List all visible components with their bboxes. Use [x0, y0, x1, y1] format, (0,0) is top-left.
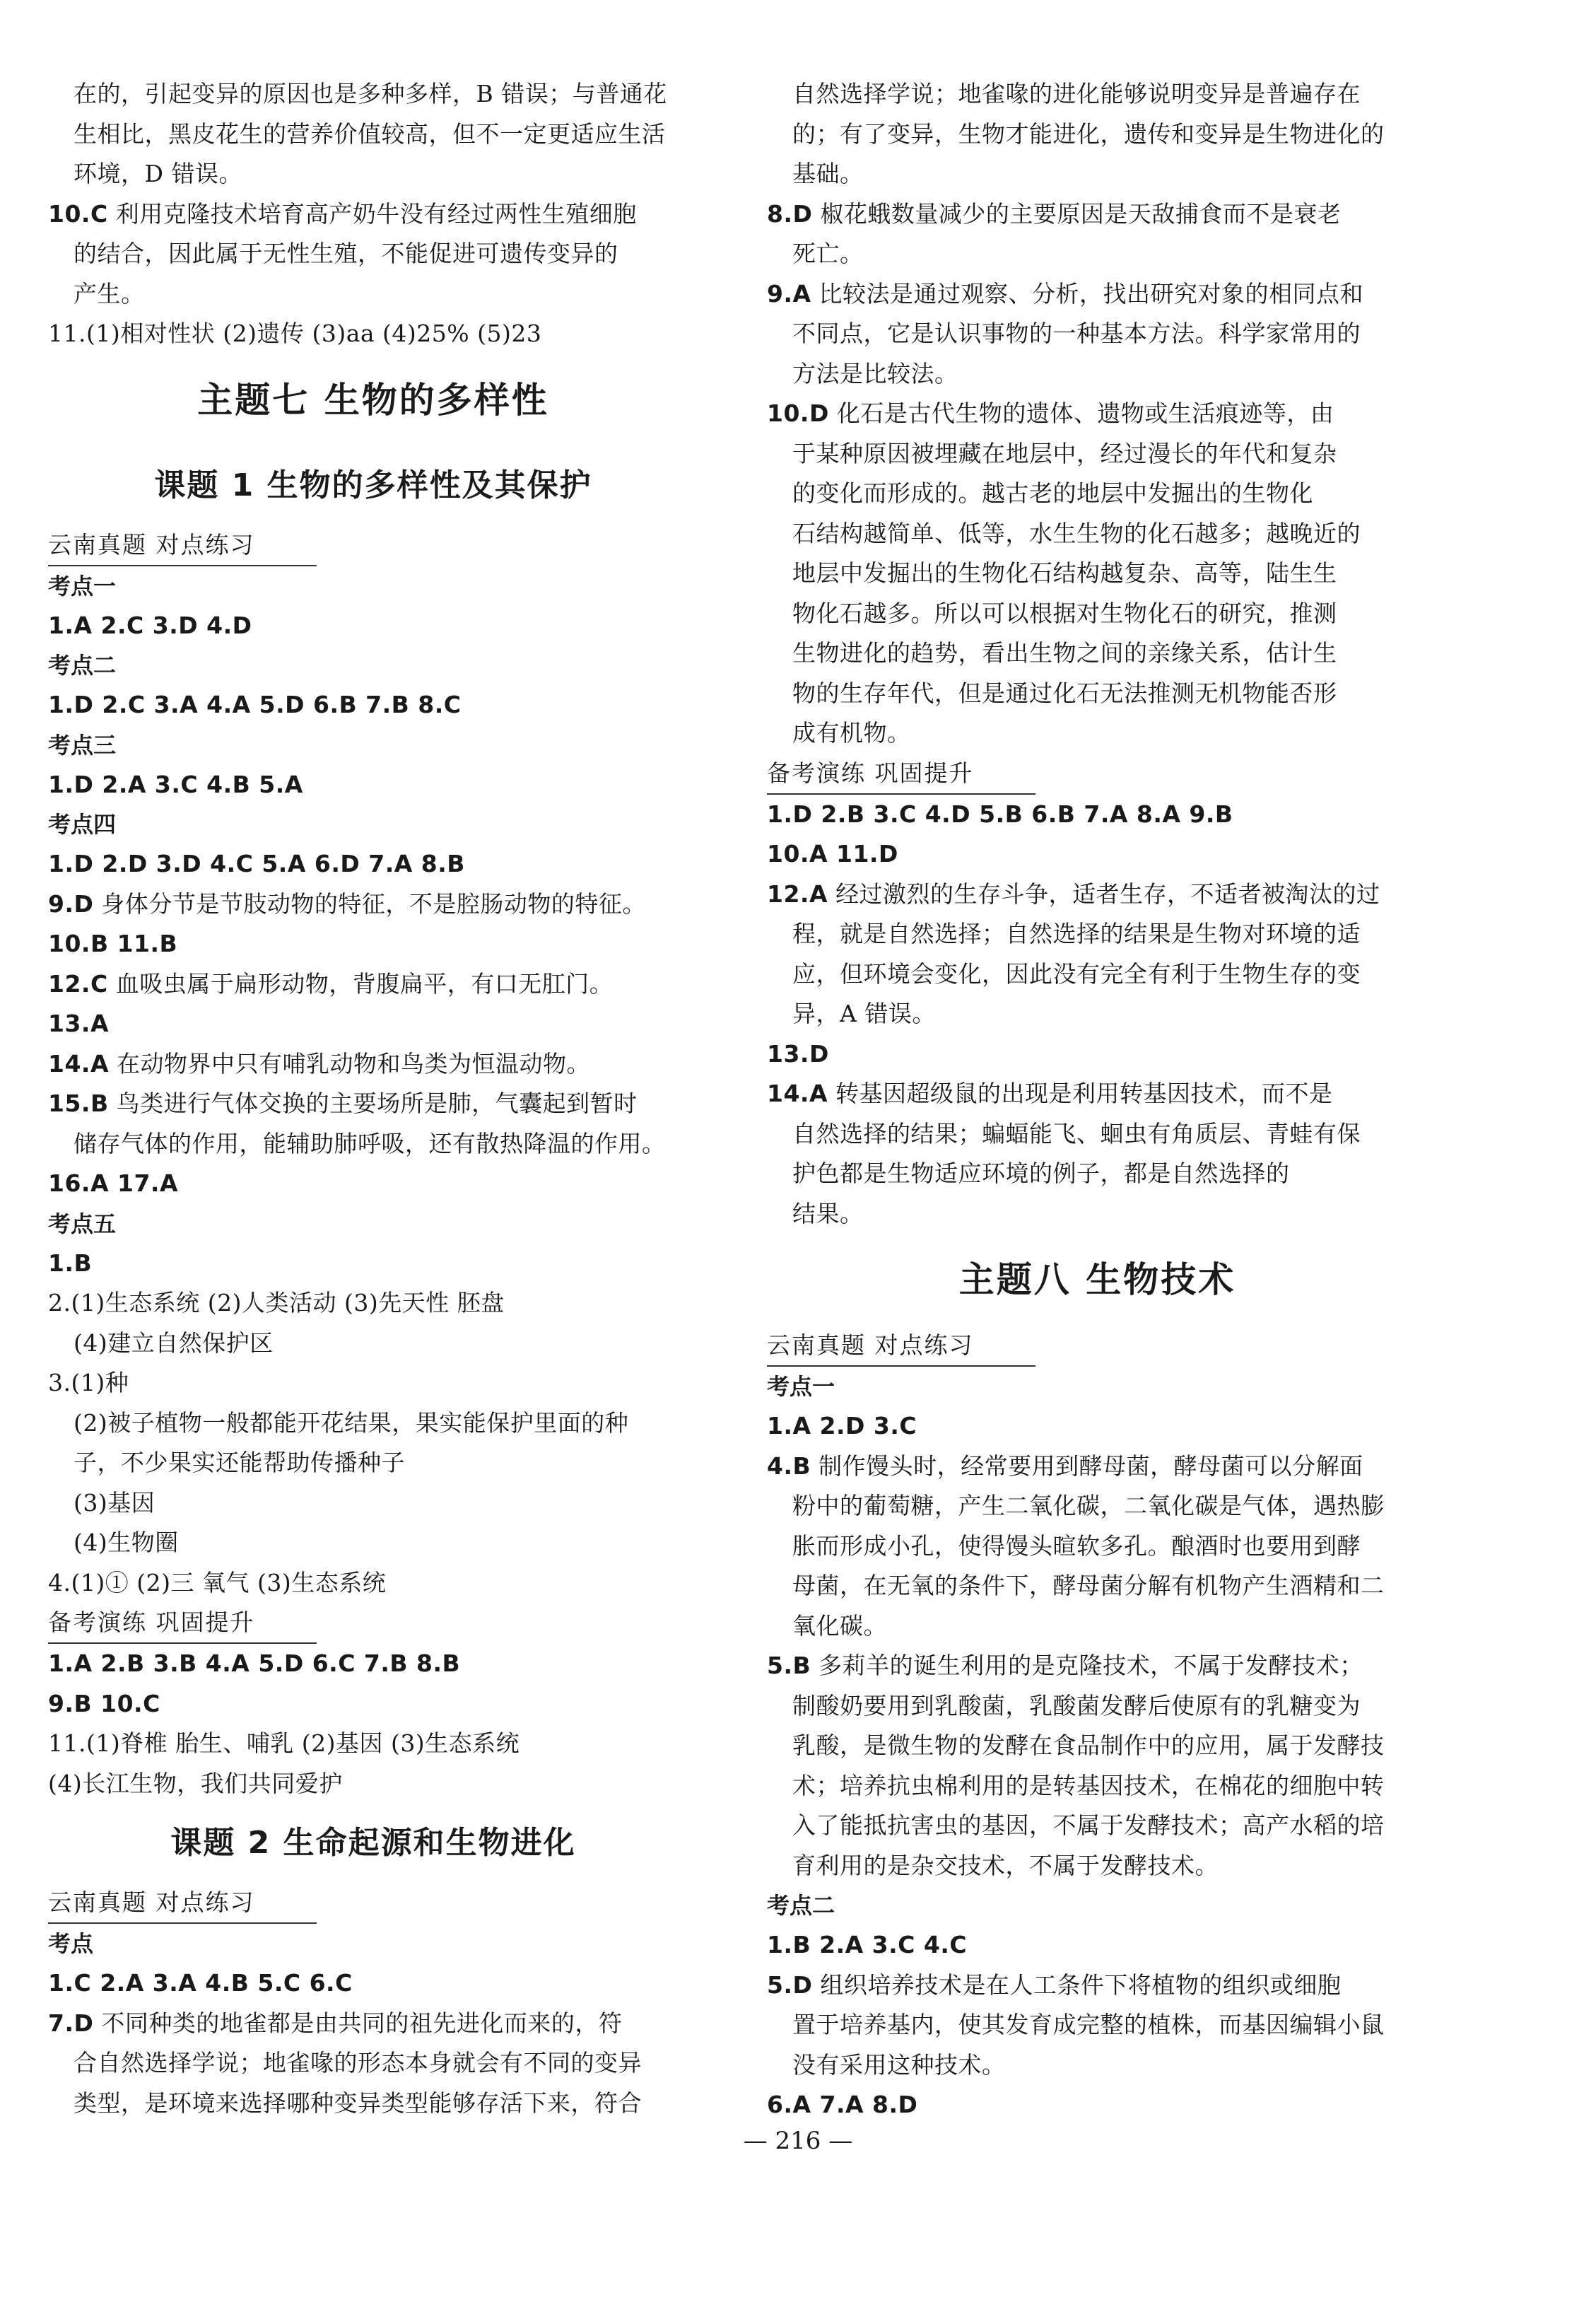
answer-explanation: 椒花蛾数量减少的主要原因是天敌捕食而不是衰老 — [820, 199, 1342, 228]
answer-number: 12.C — [48, 969, 108, 998]
text-line: (3)基因 — [74, 1488, 156, 1517]
answer-line: 1.D 2.C 3.A 4.A 5.D 6.B 7.B 8.C — [48, 691, 462, 718]
answer-number: 10.C — [48, 199, 108, 228]
text-line: (4)长江生物，我们共同爱护 — [48, 1769, 343, 1797]
answer-item — [48, 884, 698, 925]
answer-explanation: 经过激烈的生存斗争，适者生存，不适者被淘汰的过 — [835, 880, 1380, 908]
answer-line: 1.C 2.A 3.A 4.B 5.C 6.C — [48, 1969, 353, 1997]
answer-number: 14.A — [767, 1080, 828, 1107]
section-label: 云南真题 对点练习 — [48, 525, 317, 566]
answer-explanation: 组织培养技术是在人工条件下将植物的组织或细胞 — [820, 1970, 1342, 1999]
left-column — [48, 74, 698, 2123]
text-line: 地层中发掘出的生物化石结构越复杂、高等，陆生生 — [792, 559, 1337, 587]
section-label: 云南真题 对点练习 — [767, 1326, 1035, 1367]
text-line: 的变化而形成的。越古老的地层中发掘出的生物化 — [792, 479, 1313, 507]
answer-item — [767, 1074, 1428, 1114]
page-number: — 216 — — [743, 2127, 853, 2155]
answer-item — [767, 1966, 1428, 2006]
text-line: 子，不少果实还能帮助传播种子 — [74, 1449, 405, 1476]
answer-number: 4.B — [767, 1452, 811, 1480]
exam-point-label: 考点一 — [48, 572, 117, 600]
answer-explanation: 多莉羊的诞生利用的是克隆技术，不属于发酵技术； — [818, 1652, 1363, 1679]
text-line: 置于培养基内，使其发育成完整的植株，而基因编辑小鼠 — [792, 2011, 1385, 2038]
answer-line: 1.A 2.C 3.D 4.D — [48, 611, 252, 639]
answer-line: 1.D 2.D 3.D 4.C 5.A 6.D 7.A 8.B — [48, 850, 465, 877]
text-line: 基础。 — [792, 160, 864, 187]
answer-explanation: 化石是古代生物的遗体、遗物或生活痕迹等，由 — [836, 399, 1334, 427]
answer-line: 1.A 2.D 3.C — [767, 1412, 917, 1440]
answer-explanation: 身体分节是节肢动物的特征，不是腔肠动物的特征。 — [101, 889, 646, 918]
answer-line: 10.A 11.D — [767, 840, 898, 868]
answer-line: 1.D 2.A 3.C 4.B 5.A — [48, 770, 303, 798]
text-line: 方法是比较法。 — [792, 359, 958, 387]
answer-explanation: 制作馒头时，经常要用到酵母菌，酵母菌可以分解面 — [818, 1452, 1363, 1480]
text-line: 死亡。 — [792, 240, 864, 267]
text-line: 应，但环境会变化，因此没有完全有利于生物生存的变 — [792, 959, 1361, 988]
text-line: 入了能抵抗害虫的基因，不属于发酵技术；高产水稻的培 — [792, 1811, 1385, 1839]
answer-explanation: 鸟类进行气体交换的主要场所是肺，气囊起到暂时 — [116, 1090, 638, 1117]
answer-line: 10.B 11.B — [48, 930, 178, 957]
text-line: 自然选择的结果；蝙蝠能飞、蛔虫有角质层、青蛙有保 — [792, 1119, 1361, 1148]
answer-line: 13.D — [767, 1039, 829, 1068]
text-line: 乳酸，是微生物的发酵在食品制作中的应用，属于发酵技 — [792, 1732, 1385, 1759]
text-line: 合自然选择学说；地雀喙的形态本身就会有不同的变异 — [74, 2049, 642, 2077]
text-line: 异，A 错误。 — [792, 1000, 936, 1027]
exam-point-label: 考点二 — [48, 652, 117, 679]
exam-point-label: 考点四 — [48, 811, 117, 838]
text-line: 术；培养抗虫棉利用的是转基因技术，在棉花的细胞中转 — [792, 1771, 1385, 1799]
section-label: 备考演练 巩固提升 — [767, 754, 1035, 795]
exam-point-label: 考点一 — [767, 1373, 835, 1400]
answer-number: 9.A — [767, 279, 811, 308]
text-line: 胀而形成小孔，使得馒头暄软多孔。酿酒时也要用到酵 — [792, 1531, 1361, 1560]
exam-point-label: 考点五 — [48, 1210, 117, 1237]
answer-number: 15.B — [48, 1090, 109, 1117]
answer-item — [48, 1084, 698, 1124]
answer-number: 14.A — [48, 1049, 109, 1078]
text-line: 母菌，在无氧的条件下，酵母菌分解有机物产生酒精和二 — [792, 1572, 1385, 1599]
text-line: 物的生存年代，但是通过化石无法推测无机物能否形 — [792, 679, 1337, 707]
answer-explanation: 血吸虫属于扁形动物，背腹扁平，有口无肛门。 — [115, 969, 614, 998]
exam-point-label: 考点 — [48, 1930, 94, 1957]
text-line: 制酸奶要用到乳酸菌，乳酸菌发酵后使原有的乳糖变为 — [792, 1691, 1361, 1719]
text-line: 储存气体的作用，能辅助肺呼吸，还有散热降温的作用。 — [74, 1129, 666, 1157]
answer-item — [767, 194, 1428, 235]
text-line: 氧化碳。 — [792, 1611, 887, 1640]
theme-heading: 主题七 生物的多样性 — [197, 379, 549, 421]
answer-number: 10.D — [767, 399, 829, 427]
answer-item — [48, 964, 698, 1005]
answer-item — [767, 394, 1428, 434]
answer-number: 5.B — [767, 1652, 811, 1679]
answer-explanation: 不同种类的地雀都是由共同的祖先进化而来的，符 — [101, 2009, 623, 2037]
text-line: 石结构越简单、低等，水生生物的化石越多；越晚近的 — [792, 519, 1361, 547]
answer-item — [48, 2004, 698, 2044]
text-line: 护色都是生物适应环境的例子，都是自然选择的 — [792, 1160, 1290, 1187]
answer-line: 11.(1)脊椎 胎生、哺乳 (2)基因 (3)生态系统 — [48, 1729, 520, 1757]
text-line: (4)生物圈 — [74, 1529, 179, 1556]
text-line: 的结合，因此属于无性生殖，不能促进可遗传变异的 — [74, 240, 618, 267]
text-line: (4)建立自然保护区 — [74, 1329, 274, 1357]
answer-item — [48, 1044, 698, 1085]
text-line: 类型，是环境来选择哪种变异类型能够存活下来，符合 — [74, 2089, 642, 2117]
text-line: 产生。 — [74, 279, 145, 308]
answer-line: 9.B 10.C — [48, 1689, 160, 1717]
answer-line: 1.B — [48, 1249, 93, 1277]
text-line: 不同点，它是认识事物的一种基本方法。科学家常用的 — [792, 320, 1361, 347]
answer-explanation: 比较法是通过观察、分析，找出研究对象的相同点和 — [818, 279, 1364, 308]
text-line: 育利用的是杂交技术，不属于发酵技术。 — [792, 1851, 1219, 1879]
answer-number: 9.D — [48, 889, 94, 918]
text-line: 自然选择学说；地雀喙的进化能够说明变异是普遍存在 — [792, 80, 1361, 107]
section-label: 备考演练 巩固提升 — [48, 1603, 317, 1644]
exam-point-label: 考点三 — [48, 731, 117, 759]
answer-line: 11.(1)相对性状 (2)遗传 (3)aa (4)25% (5)23 — [48, 320, 542, 347]
answer-line: 1.B 2.A 3.C 4.C — [767, 1931, 968, 1958]
answer-explanation: 转基因超级鼠的出现是利用转基因技术，而不是 — [835, 1080, 1333, 1107]
answer-number: 8.D — [767, 199, 813, 228]
answer-explanation: 利用克隆技术培育高产奶牛没有经过两性生殖细胞 — [115, 199, 637, 228]
answer-item — [767, 1447, 1428, 1487]
text-line: 在的，引起变异的原因也是多种多样，B 错误；与普通花 — [74, 80, 667, 107]
answer-explanation: 在动物界中只有哺乳动物和鸟类为恒温动物。 — [117, 1049, 590, 1078]
text-line: 生物进化的趋势，看出生物之间的亲缘关系，估计生 — [792, 639, 1337, 667]
topic-heading: 课题 2 生命起源和生物进化 — [170, 1825, 576, 1861]
theme-heading: 主题八 生物技术 — [958, 1259, 1236, 1300]
topic-heading: 课题 1 生物的多样性及其保护 — [154, 467, 592, 503]
answer-line: 6.A 7.A 8.D — [767, 2091, 918, 2118]
text-line: 粉中的葡萄糖，产生二氧化碳，二氧化碳是气体，遇热膨 — [792, 1492, 1385, 1519]
text-line: (2)被子植物一般都能开花结果，果实能保护里面的种 — [74, 1408, 629, 1437]
answer-line: 3.(1)种 — [48, 1369, 129, 1396]
text-line: 没有采用这种技术。 — [792, 2050, 1006, 2079]
answer-item — [767, 274, 1428, 315]
answer-number: 5.D — [767, 1970, 813, 1999]
answer-item — [48, 194, 698, 235]
right-column — [767, 74, 1428, 2125]
answer-line: 2.(1)生态系统 (2)人类活动 (3)先天性 胚盘 — [48, 1289, 505, 1316]
text-line: 物化石越多。所以可以根据对生物化石的研究，推测 — [792, 599, 1337, 627]
text-line: 结果。 — [792, 1199, 864, 1227]
text-line: 生相比，黑皮花生的营养价值较高，但不一定更适应生活 — [74, 119, 666, 148]
exam-point-label: 考点二 — [767, 1892, 835, 1919]
text-line: 成有机物。 — [792, 719, 911, 747]
text-line: 环境，D 错误。 — [74, 160, 242, 187]
text-line: 的；有了变异，生物才能进化，遗传和变异是生物进化的 — [792, 119, 1385, 148]
answer-item — [767, 875, 1428, 915]
answer-number: 12.A — [767, 880, 828, 908]
section-label: 云南真题 对点练习 — [48, 1883, 317, 1924]
answer-line: 1.A 2.B 3.B 4.A 5.D 6.C 7.B 8.B — [48, 1649, 461, 1677]
answer-line: 4.(1)① (2)三 氧气 (3)生态系统 — [48, 1568, 387, 1596]
answer-line: 13.A — [48, 1010, 109, 1037]
answer-item — [767, 1646, 1428, 1686]
text-line: 程，就是自然选择；自然选择的结果是生物对环境的适 — [792, 920, 1361, 947]
answer-line: 1.D 2.B 3.C 4.D 5.B 6.B 7.A 8.A 9.B — [767, 800, 1233, 828]
answer-number: 7.D — [48, 2009, 94, 2037]
answer-line: 16.A 17.A — [48, 1169, 178, 1197]
text-line: 于某种原因被埋藏在地层中，经过漫长的年代和复杂 — [792, 439, 1337, 467]
